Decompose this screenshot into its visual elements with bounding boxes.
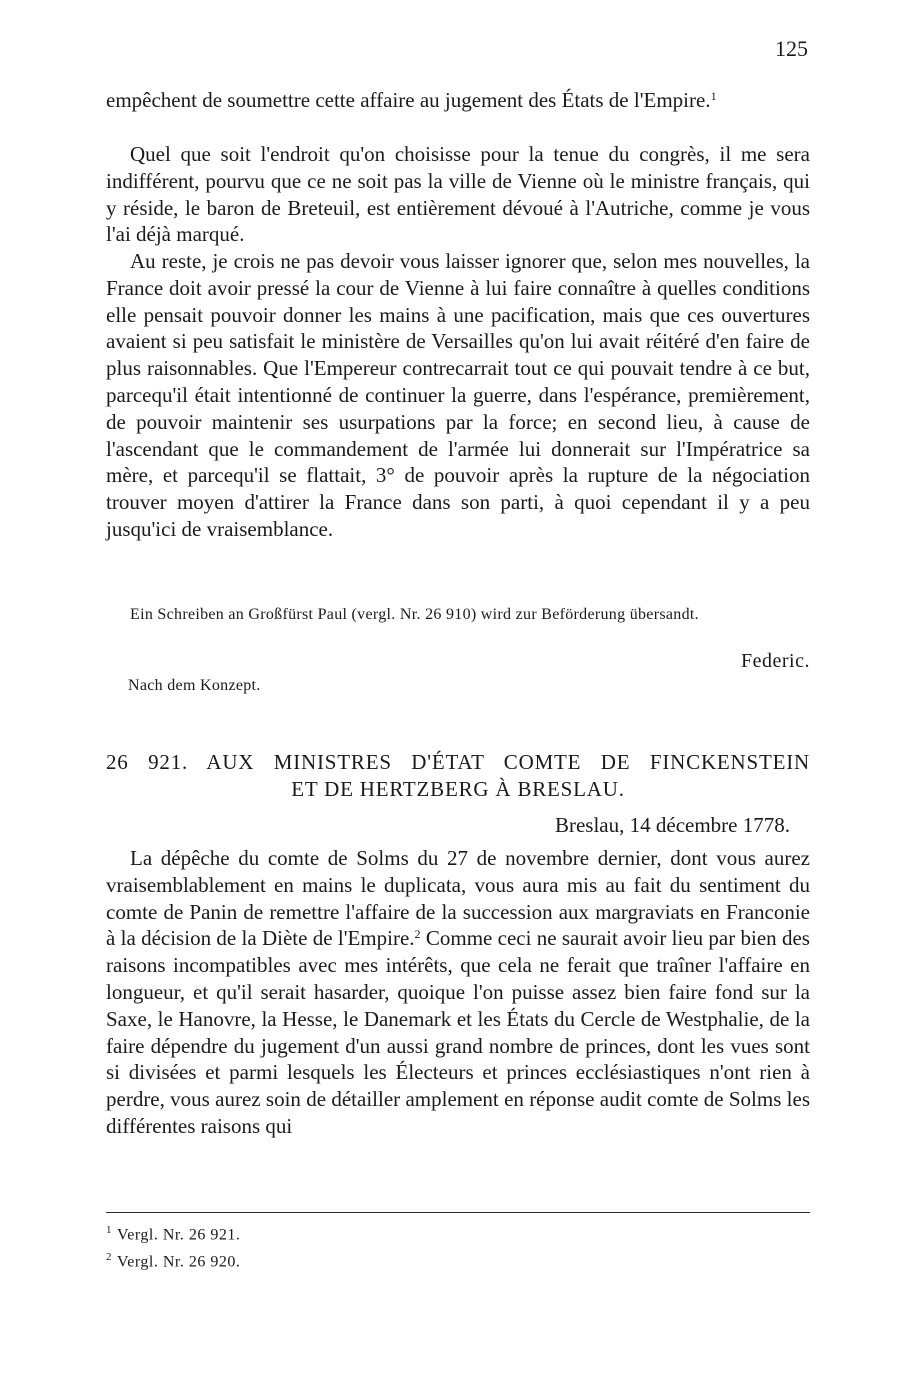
source-note: Nach dem Konzept. <box>128 677 261 694</box>
letter-heading <box>106 749 810 803</box>
signature: Federic. <box>741 650 810 672</box>
footnote-ref: 2 <box>414 927 421 942</box>
paragraph-congress: Quel que soit l'endroit qu'on choisisse pour la tenue du congrès, il me sera indifférent, pourvu que ce ne soit pas la ville de Vienne où le ministre français, qui y réside, le baron de Breteuil, est entièrement dévoué à l'Autriche, comme je vous l'ai déjà marqué. <box>106 142 810 247</box>
dateline: Breslau, 14 décembre 1778. <box>554 813 790 837</box>
letter-body-text-2: Comme ceci ne saurait avoir lieu par bien des raisons incompatibles avec mes intérêts, que cela ne ferait que traîner l'affaire en longueur, et qu'il serait hasarder, quoique l'on puisse assez bien faire fond sur la Saxe, le Hanovre, la Hesse, le Danemark et les États du Cercle de Westphalie, de la faire dépendre du jugement d'un aussi grand nombre de princes, dont les vues sont si divisées et parmi lesquels les Électeurs et princes ecclésiastiques n'ont rien à perdre, vous aurez soin de détailler amplement en réponse audit comte de Solms les différentes raisons qui <box>106 926 810 1138</box>
letter-body-text-1: La dépêche du comte de Solms du 27 de novembre dernier, dont vous aurez vraisemblablement en mains le duplicata, vous aura mis au fait du sentiment du comte de Panin de remettre l'affaire de la succession aux margraviats en Franconie à la décision de la Diète de l'Empire. <box>106 846 810 951</box>
footnote-divider <box>106 1212 810 1213</box>
footnote-ref: 1 <box>710 89 717 103</box>
paragraph-continued <box>106 87 810 114</box>
footnote <box>106 1246 810 1273</box>
page-number: 125 <box>775 36 808 61</box>
footnotes <box>106 1219 810 1274</box>
footnote-text: Vergl. Nr. 26 920. <box>117 1253 241 1271</box>
footnote <box>106 1219 810 1246</box>
footnote-mark: 1 <box>106 1224 112 1236</box>
letter-heading-line2: ET DE HERTZBERG À BRESLAU. <box>291 777 625 801</box>
paragraph-text: empêchent de soumettre cette affaire au jugement des États de l'Empire. <box>106 88 711 112</box>
letter-body <box>106 845 810 1140</box>
footnote-mark: 2 <box>106 1251 112 1264</box>
editorial-note: Ein Schreiben an Großfürst Paul (vergl. Nr. 26 910) wird zur Beförderung übersandt. <box>130 606 699 623</box>
letter-heading-line1: 26 921. AUX MINISTRES D'ÉTAT COMTE DE FINCKENSTEIN <box>106 750 810 774</box>
footnote-text: Vergl. Nr. 26 921. <box>117 1226 241 1244</box>
paragraph-reste: Au reste, je crois ne pas devoir vous laisser ignorer que, selon mes nouvelles, la France doit avoir pressé la cour de Vienne à lui faire connaître à quelles conditions elle pensait pouvoir donner les mains à une pacification, mais que ces ouvertures avaient si peu satisfait le ministère de Versailles qu'on lui avait réitéré d'en faire de plus raisonnables. Que l'Empereur contrecarrait tout ce qui pouvait tendre à ce but, parcequ'il était intentionné de continuer la guerre, dans l'espérance, premièrement, de pouvoir maintenir ses usurpations par la force; en second lieu, à cause de l'ascendant que le commandement de l'armée lui donnerait sur l'Impératrice sa mère, et parcequ'il se flattait, 3° de pouvoir après la rupture de la négociation trouver moyen d'attirer la France dans son parti, à quoi cependant il y a peu jusqu'ici de vraisemblance. <box>106 249 810 541</box>
